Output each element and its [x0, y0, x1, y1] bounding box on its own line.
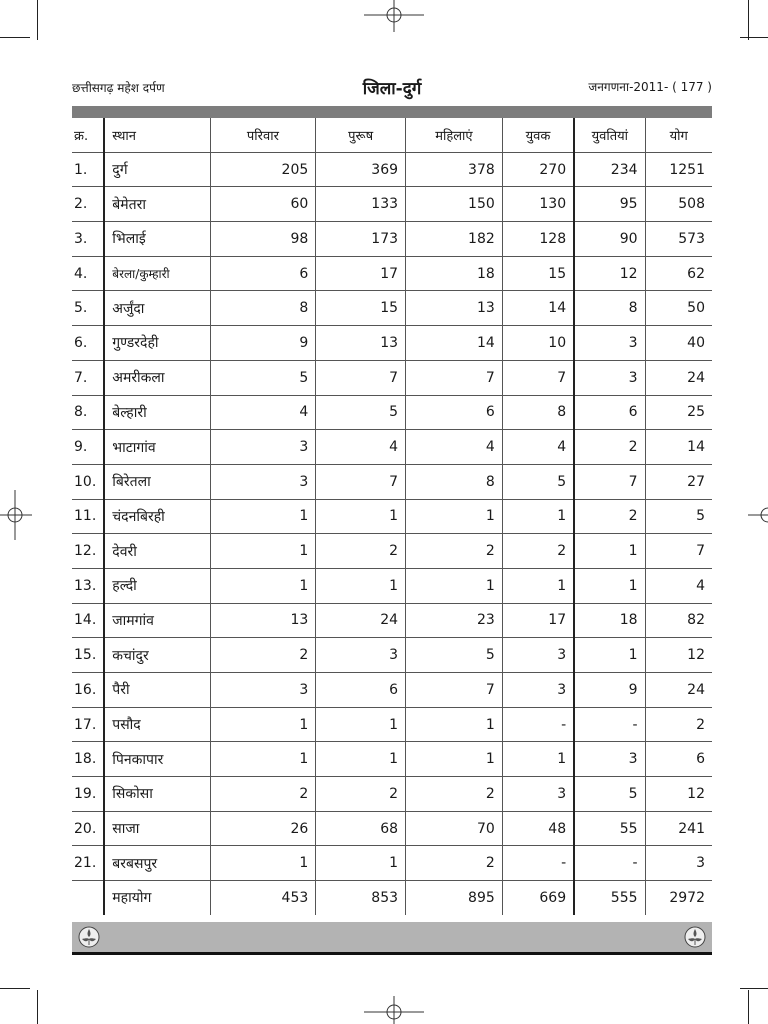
column-header: युवतियां — [574, 118, 645, 152]
women-cell: 1 — [406, 742, 503, 777]
families-cell: 1 — [210, 707, 316, 742]
young-women-cell: 2 — [574, 499, 645, 534]
men-cell: 1 — [316, 846, 406, 881]
families-cell: 2 — [210, 777, 316, 812]
young-women-cell: 3 — [574, 742, 645, 777]
families-cell: 1 — [210, 534, 316, 569]
young-men-cell: 17 — [502, 603, 574, 638]
families-cell: 1 — [210, 742, 316, 777]
young-women-cell: 1 — [574, 568, 645, 603]
families-cell: 6 — [210, 256, 316, 291]
young-women-cell: 6 — [574, 395, 645, 430]
total-cell: 24 — [645, 673, 712, 708]
young-men-cell: 270 — [502, 152, 574, 187]
place-cell: हल्दी — [104, 568, 210, 603]
total-cell: 25 — [645, 395, 712, 430]
table-row — [72, 811, 712, 846]
serial-cell: 8. — [72, 395, 104, 430]
table-row — [72, 222, 712, 257]
young-women-cell: 55 — [574, 811, 645, 846]
serial-cell: 11. — [72, 499, 104, 534]
men-cell: 1 — [316, 568, 406, 603]
men-cell: 3 — [316, 638, 406, 673]
table-row — [72, 673, 712, 708]
families-cell: 8 — [210, 291, 316, 326]
total-cell: 1251 — [645, 152, 712, 187]
men-cell: 15 — [316, 291, 406, 326]
young-men-cell: 15 — [502, 256, 574, 291]
young-men-cell: 48 — [502, 811, 574, 846]
families-cell: 1 — [210, 568, 316, 603]
serial-cell: 7. — [72, 360, 104, 395]
table-row — [72, 187, 712, 222]
flower-emblem-icon — [78, 926, 100, 948]
men-cell: 369 — [316, 152, 406, 187]
serial-cell: 16. — [72, 673, 104, 708]
total-cell: 12 — [645, 777, 712, 812]
total-cell: 508 — [645, 187, 712, 222]
families-cell: 3 — [210, 430, 316, 465]
table-row — [72, 742, 712, 777]
place-cell: गुण्डरदेही — [104, 326, 210, 361]
serial-cell: 20. — [72, 811, 104, 846]
serial-cell: 21. — [72, 846, 104, 881]
header-bar — [72, 106, 712, 118]
young-women-cell: 7 — [574, 464, 645, 499]
young-women-cell: 2 — [574, 430, 645, 465]
serial-cell: 1. — [72, 152, 104, 187]
young-men-cell: 3 — [502, 673, 574, 708]
young-men-cell: 5 — [502, 464, 574, 499]
grand-total-row — [72, 881, 712, 915]
crop-mark — [0, 37, 30, 38]
women-cell: 150 — [406, 187, 503, 222]
place-cell: जामगांव — [104, 603, 210, 638]
census-table — [72, 118, 712, 915]
men-cell: 17 — [316, 256, 406, 291]
families-cell: 2 — [210, 638, 316, 673]
total-cell: 14 — [645, 430, 712, 465]
serial-cell: 3. — [72, 222, 104, 257]
men-cell: 4 — [316, 430, 406, 465]
serial-cell: 10. — [72, 464, 104, 499]
young-women-cell: 8 — [574, 291, 645, 326]
total-cell: 4 — [645, 568, 712, 603]
young-men-total: 669 — [502, 881, 574, 915]
men-cell: 68 — [316, 811, 406, 846]
table-row — [72, 464, 712, 499]
table-row — [72, 430, 712, 465]
page-header — [72, 76, 712, 104]
men-cell: 5 — [316, 395, 406, 430]
women-total: 895 — [406, 881, 503, 915]
place-cell: चंदनबिरही — [104, 499, 210, 534]
place-cell: देवरी — [104, 534, 210, 569]
families-cell: 26 — [210, 811, 316, 846]
women-cell: 4 — [406, 430, 503, 465]
table-row — [72, 326, 712, 361]
young-men-cell: 1 — [502, 568, 574, 603]
crop-mark — [748, 990, 749, 1024]
young-women-cell: 90 — [574, 222, 645, 257]
table-row — [72, 152, 712, 187]
total-cell: 241 — [645, 811, 712, 846]
crop-mark — [0, 988, 30, 989]
table-row — [72, 846, 712, 881]
young-men-cell: 1 — [502, 742, 574, 777]
young-men-cell: 3 — [502, 638, 574, 673]
men-cell: 2 — [316, 777, 406, 812]
place-cell: बिरेतला — [104, 464, 210, 499]
place-cell: बेल्हारी — [104, 395, 210, 430]
place-cell: बेमेतरा — [104, 187, 210, 222]
women-cell: 2 — [406, 846, 503, 881]
table-row — [72, 638, 712, 673]
crop-mark — [740, 988, 768, 989]
table-row — [72, 534, 712, 569]
serial-cell: 12. — [72, 534, 104, 569]
place-cell: साजा — [104, 811, 210, 846]
serial-cell: 4. — [72, 256, 104, 291]
serial-cell: 18. — [72, 742, 104, 777]
young-men-cell: 7 — [502, 360, 574, 395]
total-cell: 62 — [645, 256, 712, 291]
young-women-cell: 9 — [574, 673, 645, 708]
women-cell: 2 — [406, 534, 503, 569]
men-cell: 2 — [316, 534, 406, 569]
men-cell: 173 — [316, 222, 406, 257]
table-header-row — [72, 118, 712, 152]
place-cell: पसौद — [104, 707, 210, 742]
place-cell: कचांदुर — [104, 638, 210, 673]
serial-cell: 6. — [72, 326, 104, 361]
serial-cell: 14. — [72, 603, 104, 638]
men-cell: 1 — [316, 742, 406, 777]
women-cell: 378 — [406, 152, 503, 187]
column-header: स्थान — [104, 118, 210, 152]
total-cell: 3 — [645, 846, 712, 881]
women-cell: 8 — [406, 464, 503, 499]
young-men-cell: 3 — [502, 777, 574, 812]
men-cell: 6 — [316, 673, 406, 708]
table-row — [72, 395, 712, 430]
young-men-cell: - — [502, 846, 574, 881]
serial-cell — [72, 881, 104, 915]
crop-mark — [748, 0, 749, 40]
crop-mark — [740, 37, 768, 38]
place-cell: अर्जुंदा — [104, 291, 210, 326]
young-men-cell: 128 — [502, 222, 574, 257]
young-men-cell: 130 — [502, 187, 574, 222]
women-cell: 1 — [406, 568, 503, 603]
men-cell: 7 — [316, 360, 406, 395]
serial-cell: 5. — [72, 291, 104, 326]
column-header: पुरूष — [316, 118, 406, 152]
men-total: 853 — [316, 881, 406, 915]
total-cell: 27 — [645, 464, 712, 499]
young-women-cell: 3 — [574, 360, 645, 395]
women-cell: 7 — [406, 360, 503, 395]
young-women-total: 555 — [574, 881, 645, 915]
total-cell: 12 — [645, 638, 712, 673]
grand-total: 2972 — [645, 881, 712, 915]
table-row — [72, 291, 712, 326]
page-title: जिला-दुर्ग — [362, 79, 422, 99]
total-cell: 50 — [645, 291, 712, 326]
men-cell: 1 — [316, 499, 406, 534]
registration-mark-icon — [0, 490, 32, 540]
place-cell: बेरला/कुम्हारी — [104, 256, 210, 291]
publication-title: छत्तीसगढ़ महेश दर्पण — [72, 81, 165, 95]
families-cell: 9 — [210, 326, 316, 361]
men-cell: 13 — [316, 326, 406, 361]
women-cell: 2 — [406, 777, 503, 812]
young-women-cell: 1 — [574, 534, 645, 569]
women-cell: 1 — [406, 499, 503, 534]
table-row — [72, 360, 712, 395]
grand-total-label: महायोग — [104, 881, 210, 915]
table-row — [72, 499, 712, 534]
women-cell: 6 — [406, 395, 503, 430]
column-header: परिवार — [210, 118, 316, 152]
registration-mark-icon — [364, 0, 424, 32]
place-cell: भाटागांव — [104, 430, 210, 465]
place-cell: पिनकापार — [104, 742, 210, 777]
total-cell: 6 — [645, 742, 712, 777]
table-row — [72, 568, 712, 603]
total-cell: 7 — [645, 534, 712, 569]
column-header: युवक — [502, 118, 574, 152]
total-cell: 5 — [645, 499, 712, 534]
total-cell: 40 — [645, 326, 712, 361]
young-men-cell: 2 — [502, 534, 574, 569]
total-cell: 2 — [645, 707, 712, 742]
men-cell: 24 — [316, 603, 406, 638]
women-cell: 7 — [406, 673, 503, 708]
young-men-cell: - — [502, 707, 574, 742]
crop-mark — [37, 0, 38, 40]
families-cell: 1 — [210, 846, 316, 881]
young-women-cell: - — [574, 707, 645, 742]
young-men-cell: 14 — [502, 291, 574, 326]
footer-bar — [72, 922, 712, 955]
place-cell: बरबसपुर — [104, 846, 210, 881]
young-women-cell: - — [574, 846, 645, 881]
place-cell: दुर्ग — [104, 152, 210, 187]
serial-cell: 2. — [72, 187, 104, 222]
column-header: योग — [645, 118, 712, 152]
young-men-cell: 10 — [502, 326, 574, 361]
families-cell: 5 — [210, 360, 316, 395]
women-cell: 1 — [406, 707, 503, 742]
families-cell: 60 — [210, 187, 316, 222]
total-cell: 24 — [645, 360, 712, 395]
families-cell: 4 — [210, 395, 316, 430]
families-cell: 205 — [210, 152, 316, 187]
table-row — [72, 707, 712, 742]
total-cell: 82 — [645, 603, 712, 638]
men-cell: 7 — [316, 464, 406, 499]
page-number: जनगणना-2011- ( 177 ) — [588, 80, 712, 94]
registration-mark-icon — [748, 490, 768, 540]
table-row — [72, 777, 712, 812]
women-cell: 70 — [406, 811, 503, 846]
serial-cell: 9. — [72, 430, 104, 465]
families-cell: 1 — [210, 499, 316, 534]
families-cell: 13 — [210, 603, 316, 638]
total-cell: 573 — [645, 222, 712, 257]
young-women-cell: 1 — [574, 638, 645, 673]
men-cell: 133 — [316, 187, 406, 222]
men-cell: 1 — [316, 707, 406, 742]
table-row — [72, 603, 712, 638]
young-men-cell: 8 — [502, 395, 574, 430]
families-cell: 3 — [210, 464, 316, 499]
place-cell: सिकोसा — [104, 777, 210, 812]
women-cell: 23 — [406, 603, 503, 638]
serial-cell: 19. — [72, 777, 104, 812]
young-women-cell: 3 — [574, 326, 645, 361]
families-cell: 98 — [210, 222, 316, 257]
serial-cell: 15. — [72, 638, 104, 673]
place-cell: भिलाई — [104, 222, 210, 257]
serial-cell: 17. — [72, 707, 104, 742]
flower-emblem-icon — [684, 926, 706, 948]
serial-cell: 13. — [72, 568, 104, 603]
women-cell: 13 — [406, 291, 503, 326]
young-men-cell: 1 — [502, 499, 574, 534]
women-cell: 5 — [406, 638, 503, 673]
young-women-cell: 12 — [574, 256, 645, 291]
young-women-cell: 95 — [574, 187, 645, 222]
young-women-cell: 18 — [574, 603, 645, 638]
place-cell: अमरीकला — [104, 360, 210, 395]
column-header: महिलाएं — [406, 118, 503, 152]
place-cell: पैरी — [104, 673, 210, 708]
young-men-cell: 4 — [502, 430, 574, 465]
column-header: क्र. — [72, 118, 104, 152]
table-row — [72, 256, 712, 291]
registration-mark-icon — [364, 996, 424, 1024]
women-cell: 18 — [406, 256, 503, 291]
women-cell: 182 — [406, 222, 503, 257]
families-cell: 3 — [210, 673, 316, 708]
women-cell: 14 — [406, 326, 503, 361]
young-women-cell: 5 — [574, 777, 645, 812]
crop-mark — [37, 990, 38, 1024]
young-women-cell: 234 — [574, 152, 645, 187]
families-total: 453 — [210, 881, 316, 915]
